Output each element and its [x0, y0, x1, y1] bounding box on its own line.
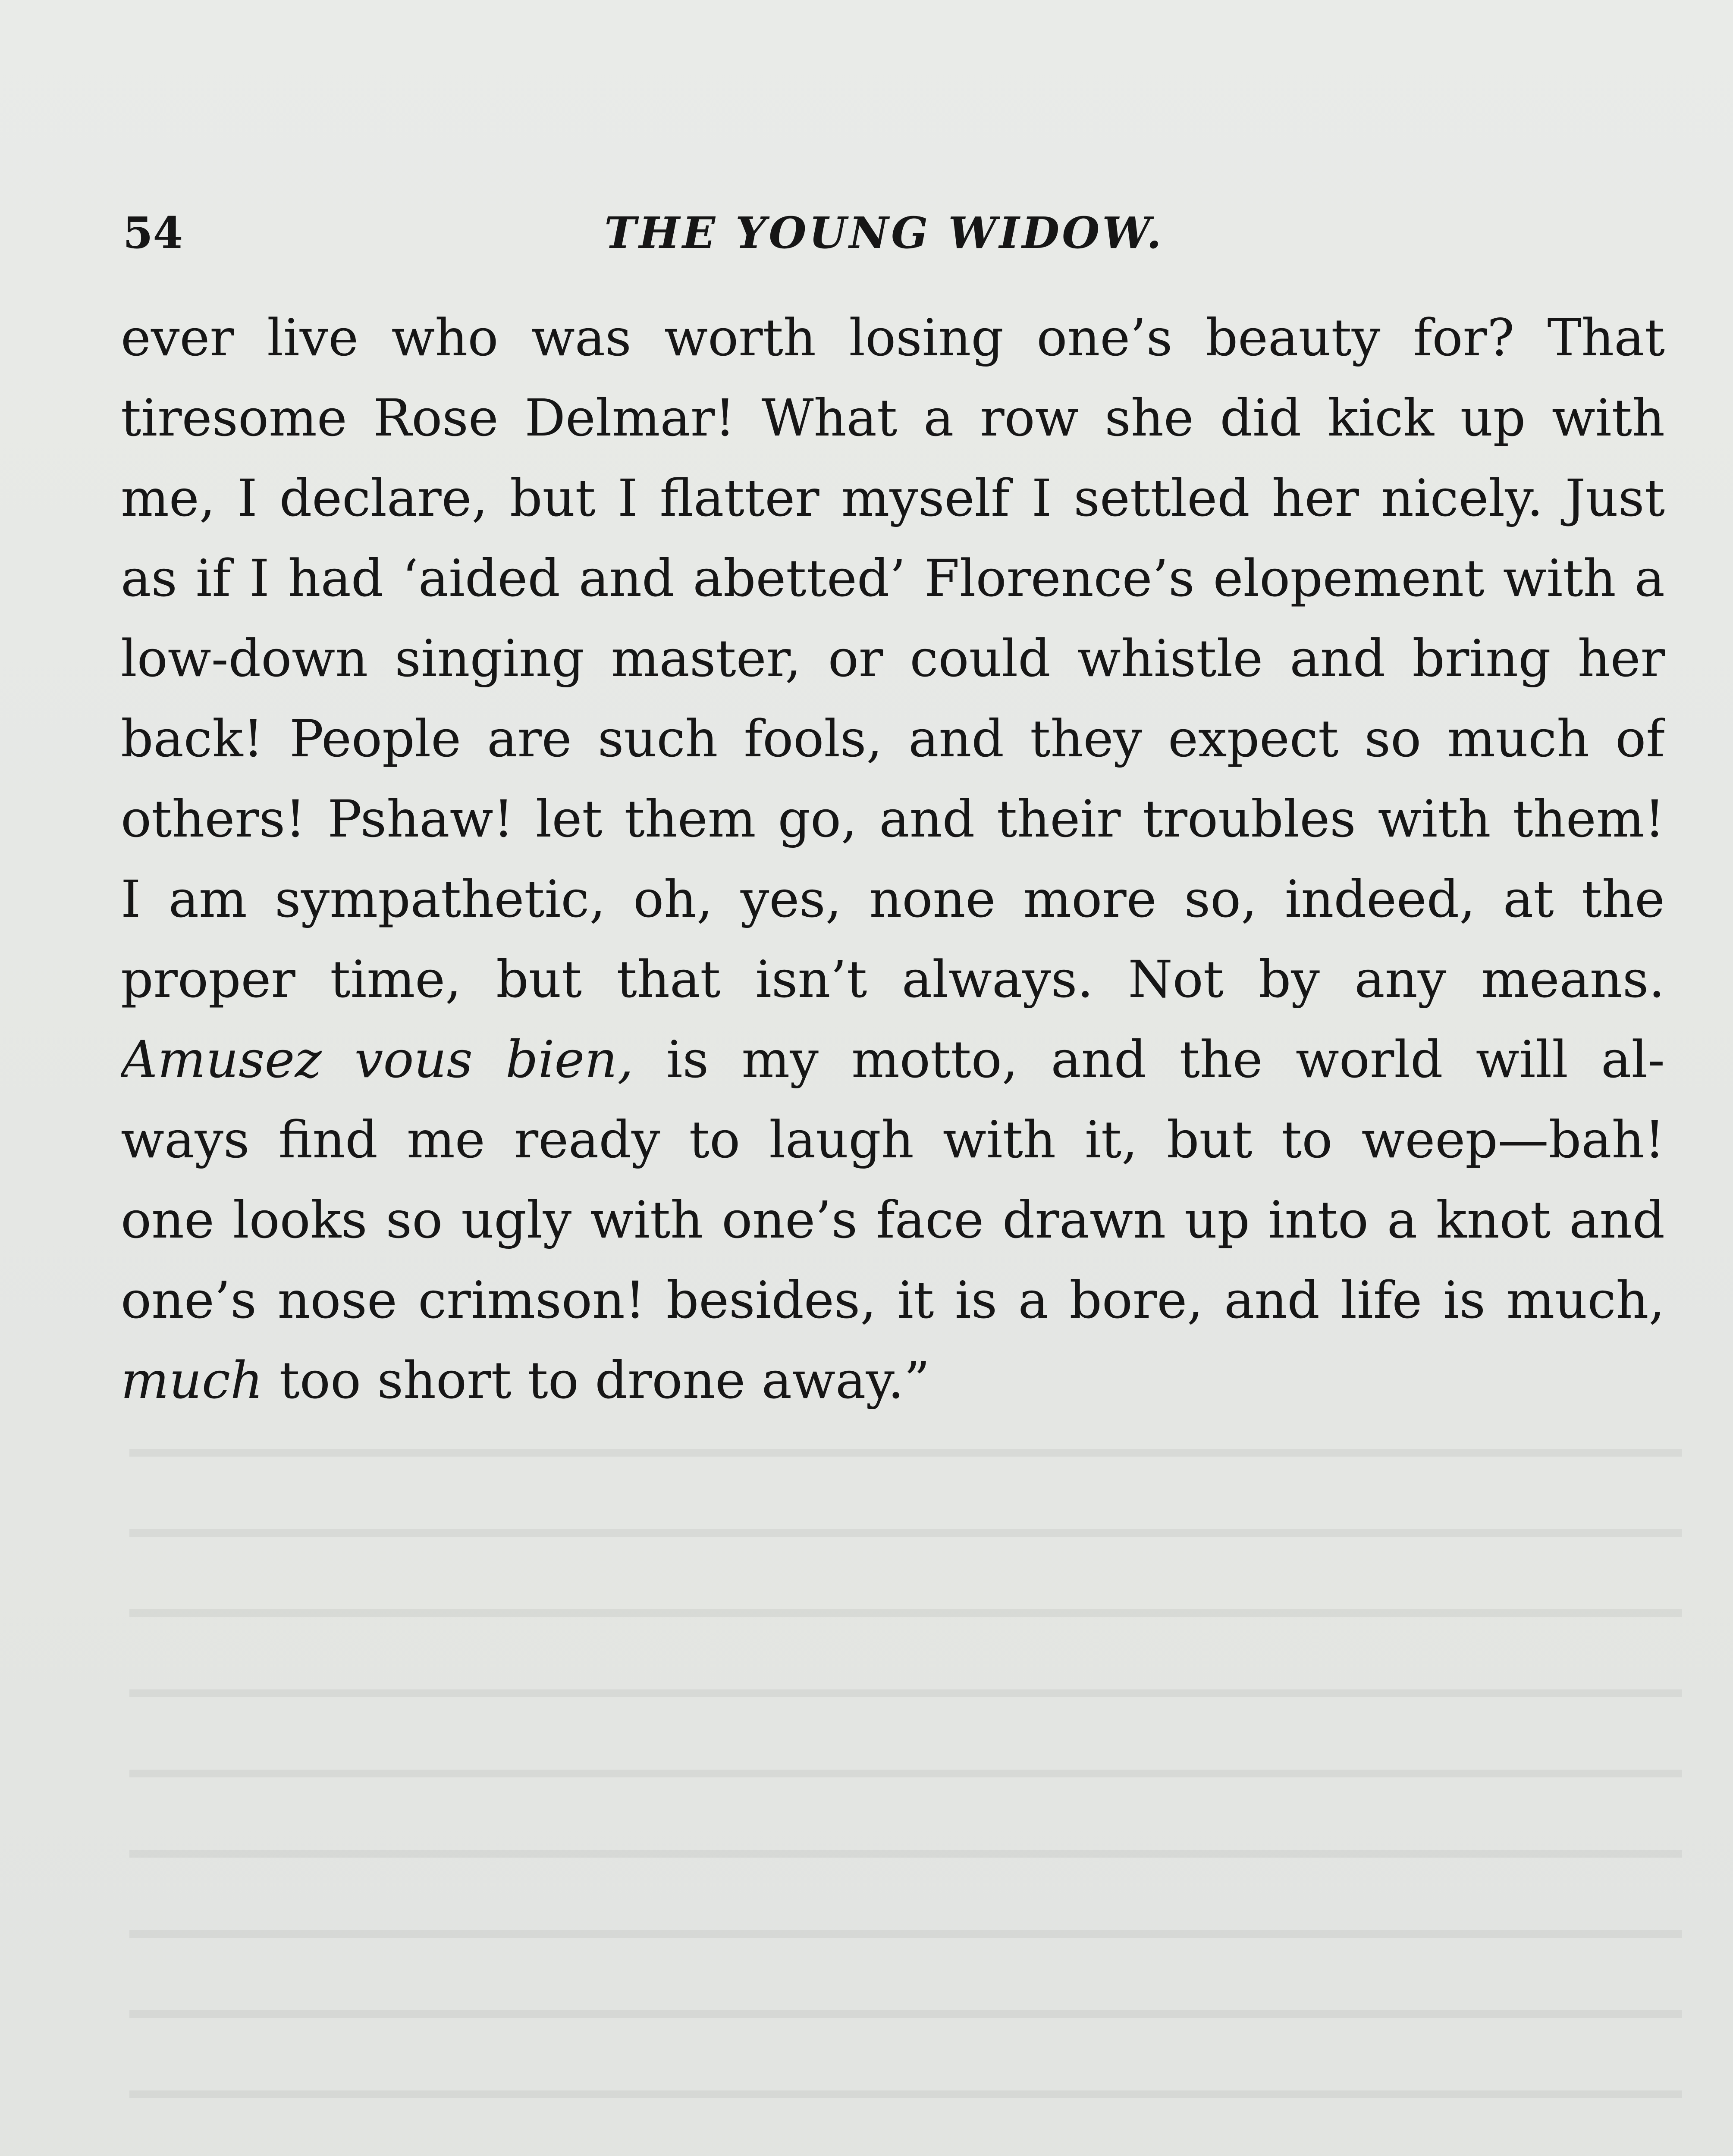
- page-header: [0, 203, 1733, 263]
- text-line: one’s nose crimson! besides, it is a bore, and life is much,: [121, 1270, 1665, 1330]
- body-text: [121, 298, 1665, 1420]
- text-line: ever live who was worth losing one’s beauty for? That: [121, 308, 1665, 367]
- text-line: tiresome Rose Delmar! What a row she did kick up with: [121, 388, 1665, 448]
- text-line: much too short to drone away.”: [121, 1351, 930, 1410]
- italic-phrase: Amusez vous bien,: [121, 1030, 634, 1089]
- text-line: back! People are such fools, and they expect so much of: [121, 709, 1665, 768]
- text-line: one looks so ugly with one’s face drawn up into a knot and: [121, 1190, 1665, 1250]
- text-line: proper time, but that isn’t always. Not by any means.: [121, 950, 1665, 1009]
- italic-word: much: [121, 1351, 263, 1410]
- text-line: low-down singing master, or could whistle and bring her: [121, 629, 1665, 688]
- running-title: THE YOUNG WIDOW.: [604, 207, 1164, 258]
- text-line: me, I declare, but I flatter myself I settled her nicely. Just: [121, 468, 1665, 528]
- page-number: 54: [123, 207, 183, 258]
- text-line: as if I had ‘aided and abetted’ Florence’s elopement with a: [121, 548, 1665, 608]
- reverse-side-bleed-through: [129, 1401, 1682, 2156]
- text-line: others! Pshaw! let them go, and their troubles with them!: [121, 789, 1665, 849]
- text-line: Amusez vous bien, is my motto, and the world will al-: [121, 1030, 1665, 1089]
- text-line: I am sympathetic, oh, yes, none more so, indeed, at the: [121, 869, 1665, 929]
- text-line: ways find me ready to laugh with it, but to weep—bah!: [121, 1110, 1665, 1169]
